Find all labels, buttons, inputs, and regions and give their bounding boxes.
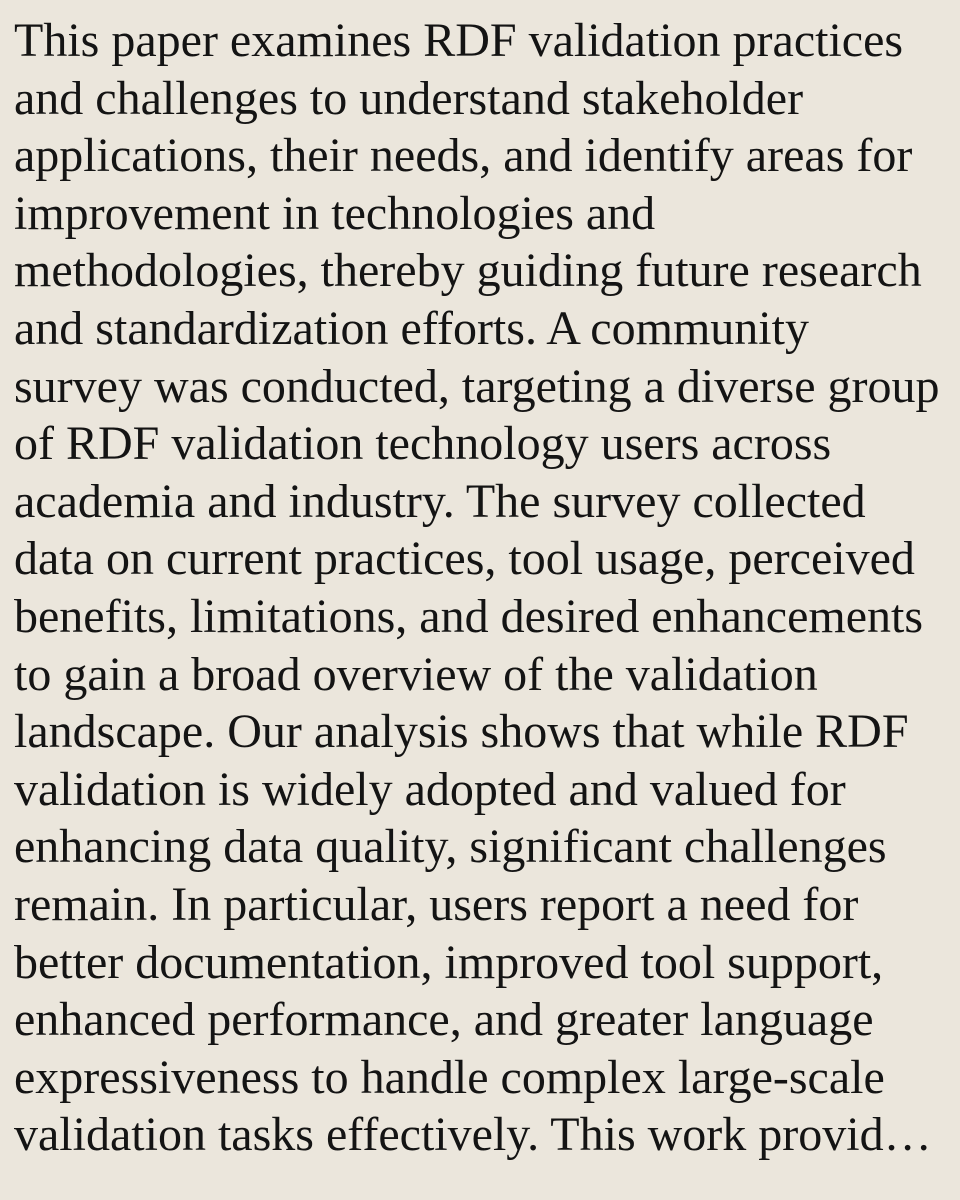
abstract-line: applications, their needs, and identify areas for [14,129,913,183]
abstract-line: of RDF validation technology users across [14,417,832,471]
abstract-line: methodologies, thereby guiding future research [14,244,922,298]
abstract-line: benefits, limitations, and desired enhancements [14,589,924,643]
abstract-line: This paper examines RDF validation practices [14,14,904,67]
abstract-line: improvement in technologies and [14,186,656,240]
abstract-line: validation is widely adopted and valued for [14,762,846,816]
abstract-text [14,12,946,1164]
abstract-line: landscape. Our analysis shows that while RDF [14,705,909,759]
abstract-line: survey was conducted, targeting a diverse group [14,359,940,413]
abstract-line: enhancing data quality, significant challenges [14,820,887,874]
abstract-line: to gain a broad overview of the validation [14,647,818,701]
abstract-line: data on current practices, tool usage, perceived [14,532,915,586]
abstract-line: academia and industry. The survey collected [14,474,866,528]
abstract-line: better documentation, improved tool support, [14,935,884,989]
abstract-line: validation tasks effectively. This work provid… [14,1108,932,1162]
abstract-line: remain. In particular, users report a need for [14,877,859,931]
abstract-line: expressiveness to handle complex large-scale [14,1050,885,1104]
abstract-line: and challenges to understand stakeholder [14,71,804,125]
abstract-line: and standardization efforts. A community [14,301,809,355]
abstract-line: enhanced performance, and greater language [14,993,874,1047]
